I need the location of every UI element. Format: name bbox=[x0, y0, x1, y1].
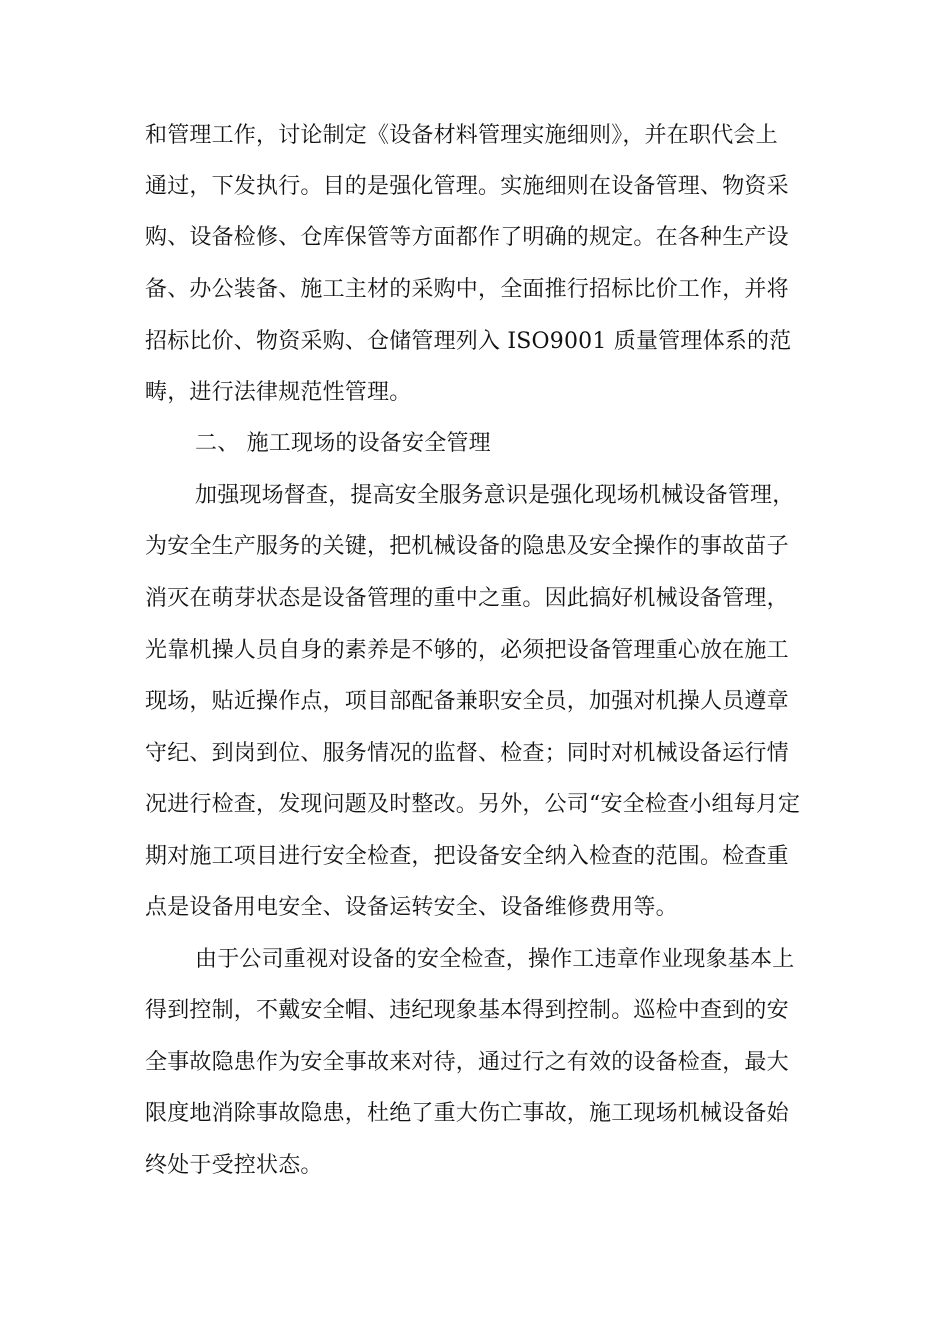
paragraph-2-line-5: 现场，贴近操作点，项目部配备兼职安全员，加强对机操人员遵章 bbox=[145, 689, 789, 714]
paragraph-2-line-9: 点是设备用电安全、设备运转安全、设备维修费用等。 bbox=[145, 895, 678, 920]
paragraph-3-line-5: 终处于受控状态。 bbox=[145, 1153, 323, 1178]
paragraph-2-line-4: 光靠机操人员自身的素养是不够的，必须把设备管理重心放在施工 bbox=[145, 638, 789, 663]
paragraph-3-line-2: 得到控制，不戴安全帽、违纪现象基本得到控制。巡检中查到的安 bbox=[145, 998, 789, 1023]
paragraph-3-line-3: 全事故隐患作为安全事故来对待，通过行之有效的设备检查，最大 bbox=[145, 1050, 789, 1075]
paragraph-2-line-1: 加强现场督查，提高安全服务意识是强化现场机械设备管理， bbox=[195, 483, 795, 508]
paragraph-1-line-3: 购、设备检修、仓库保管等方面都作了明确的规定。在各种生产设 bbox=[145, 225, 789, 250]
paragraph-2-line-6: 守纪、到岗到位、服务情况的监督、检查；同时对机械设备运行情 bbox=[145, 741, 789, 766]
paragraph-2-line-8: 期对施工项目进行安全检查，把设备安全纳入检查的范围。检查重 bbox=[145, 844, 789, 869]
paragraph-3-line-4: 限度地消除事故隐患，杜绝了重大伤亡事故，施工现场机械设备始 bbox=[145, 1101, 789, 1126]
paragraph-1-line-4: 备、办公装备、施工主材的采购中，全面推行招标比价工作，并将 bbox=[145, 277, 789, 302]
section-heading: 二、 施工现场的设备安全管理 bbox=[195, 431, 491, 456]
paragraph-2-line-2: 为安全生产服务的关键，把机械设备的隐患及安全操作的事故苗子 bbox=[145, 534, 789, 559]
paragraph-1-line-2: 通过，下发执行。目的是强化管理。实施细则在设备管理、物资采 bbox=[145, 174, 789, 199]
paragraph-3-line-1: 由于公司重视对设备的安全检查，操作工违章作业现象基本上 bbox=[195, 947, 795, 972]
paragraph-1-line-1: 和管理工作，讨论制定《设备材料管理实施细则》，并在职代会上 bbox=[145, 123, 778, 148]
paragraph-2-line-3: 消灭在萌芽状态是设备管理的重中之重。因此搞好机械设备管理， bbox=[145, 586, 789, 611]
paragraph-1-line-5: 招标比价、物资采购、仓储管理列入 ISO9001 质量管理体系的范 bbox=[145, 329, 792, 354]
paragraph-1-line-6: 畴，进行法律规范性管理。 bbox=[145, 380, 412, 405]
paragraph-2-line-7: 况进行检查，发现问题及时整改。另外，公司“安全检查小组每月定 bbox=[145, 792, 801, 817]
